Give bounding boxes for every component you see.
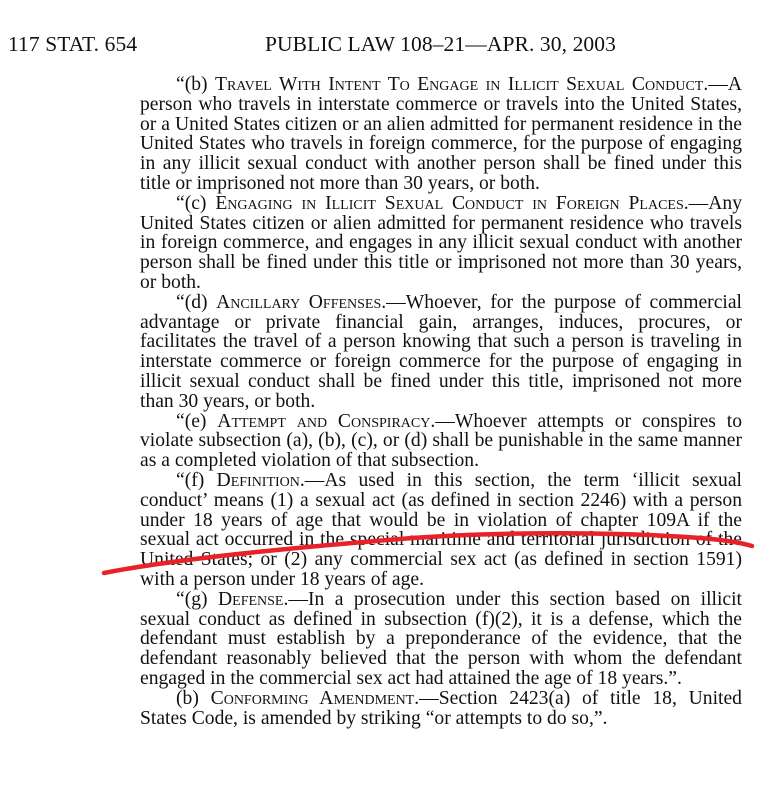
subsection-d: “(d) Ancillary Offenses.—Whoever, for the purpose of commercial advantage or private financial gain, arranges, induces, procures, or facilitates the travel of a person knowing that such a person is traveling in interstate commerce or foreign commerce for the purpose of engaging in illicit sexual conduct shall be fined under this title, imprisoned not more than 30 years, or both. [140,291,742,412]
subsection-c: “(c) Engaging in Illicit Sexual Conduct in Foreign Places.—Any United States citizen or alien admitted for permanent residence who travels in foreign commerce, and engages in any illicit sexual conduct with another person shall be fined under this title or imprisoned not more than 30 years, or both. [140,192,743,293]
subsection-heading: Conforming Amendment [210,687,415,709]
subsection-heading: Ancillary Offenses [216,291,382,313]
subsection-heading: Engaging in Illicit Sexual Conduct in Foreign Places [215,192,684,214]
public-law-title: PUBLIC LAW 108–21—APR. 30, 2003 [265,32,616,56]
subsection-e: “(e) Attempt and Conspiracy.—Whoever attempts or conspires to violate subsection (a), (b), (c), or (d) shall be punishable in the same manner as a completed violation of that subsection. [140,410,742,472]
subsection-g: “(g) Defense.—In a prosecution under this section based on illicit sexual conduct as defined in subsection (f)(2), it is a defense, which the defendant must establish by a preponderance of the evidence, that the defendant reasonably believed that the person with whom the defendant engaged in the commercial sex act had attained the age of 18 years.”. [140,588,742,689]
statute-body [140,75,742,728]
subsection-heading: Definition [216,469,300,491]
subsection-f: “(f) Definition.—As used in this section, the term ‘illicit sexual conduct’ means (1) a sexual act (as defined in section 2246) with a person under 18 years of age that would be in violation of chapter 109A if the sexual act occurred in the special maritime and territorial jurisdiction of the United States; or (2) any commercial sex act (as defined in section 1591) with a person under 18 years of age. [140,469,742,590]
statute-page-reference: 117 STAT. 654 [8,32,138,56]
subsection-heading: Travel With Intent To Engage in Illicit Sexual Conduct [215,74,704,95]
subsection-heading: Attempt and Conspiracy [217,410,431,432]
subsection-b: “(b) Travel With Intent To Engage in Illicit Sexual Conduct.—A person who travels in interstate commerce or travels into the United States, or a United States citizen or an alien admitted for permanent residence in the United States who travels in foreign commerce, for the purpose of engaging in any illicit sexual conduct with another person shall be fined under this title or imprisoned not more than 30 years, or both. [140,74,742,194]
subsection-heading: Defense [218,588,284,610]
conforming-amendment: (b) Conforming Amendment.—Section 2423(a) of title 18, United States Code, is amended by striking “or attempts to do so,”. [140,687,742,729]
page-header [8,32,773,62]
